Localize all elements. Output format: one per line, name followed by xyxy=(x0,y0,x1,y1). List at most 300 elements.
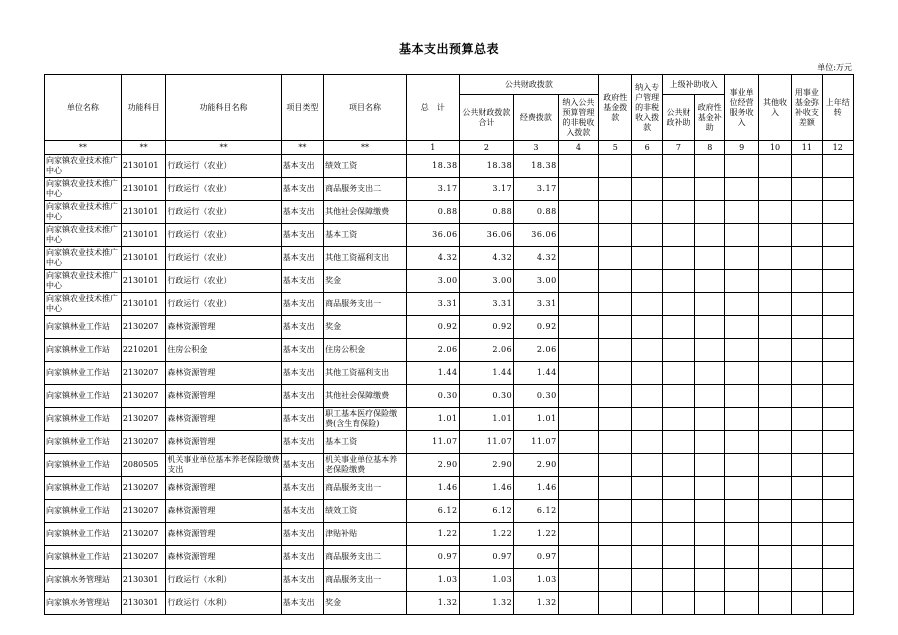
func-name-cell: 森林资源管理 xyxy=(166,477,281,500)
empty-cell xyxy=(758,155,791,178)
unit-name-cell: 向家镇农业技术推广中心 xyxy=(45,155,122,178)
table-row xyxy=(45,592,854,615)
unit-name-cell: 向家镇林业工作站 xyxy=(45,523,122,546)
empty-cell xyxy=(695,247,725,270)
func-name-cell: 森林资源管理 xyxy=(166,316,281,339)
expense-cell: 0.92 xyxy=(514,316,558,339)
empty-cell xyxy=(725,523,758,546)
item-type-cell: 基本支出 xyxy=(281,385,323,408)
table-row xyxy=(45,178,854,201)
empty-cell xyxy=(758,270,791,293)
table-row xyxy=(45,477,854,500)
table-row xyxy=(45,155,854,178)
budget-table xyxy=(44,74,854,615)
table-row xyxy=(45,569,854,592)
func-name-cell: 行政运行（农业） xyxy=(166,155,281,178)
header-special-non-tax: 纳入专户管理的非税收入拨款 xyxy=(632,75,662,141)
empty-cell xyxy=(822,454,853,477)
func-code-cell: 2130101 xyxy=(121,293,165,316)
empty-cell xyxy=(558,316,598,339)
empty-cell xyxy=(632,454,662,477)
func-name-cell: 行政运行（农业） xyxy=(166,270,281,293)
table-row xyxy=(45,454,854,477)
empty-cell xyxy=(822,500,853,523)
public-fiscal-cell: 36.06 xyxy=(459,224,514,247)
empty-cell xyxy=(822,592,853,615)
empty-cell xyxy=(725,178,758,201)
empty-cell xyxy=(695,454,725,477)
header-unit-name: 单位名称 xyxy=(45,75,122,141)
empty-cell xyxy=(758,477,791,500)
empty-cell xyxy=(632,592,662,615)
empty-cell xyxy=(822,316,853,339)
column-number-cell: 7 xyxy=(662,141,694,155)
unit-name-cell: 向家镇林业工作站 xyxy=(45,385,122,408)
total-cell: 1.22 xyxy=(407,523,460,546)
empty-cell xyxy=(792,316,822,339)
header-item-name: 项目名称 xyxy=(324,75,407,141)
empty-cell xyxy=(662,339,694,362)
empty-cell xyxy=(822,523,853,546)
func-code-cell: 2130207 xyxy=(121,431,165,454)
func-code-cell: 2130207 xyxy=(121,477,165,500)
func-code-cell: 2130301 xyxy=(121,592,165,615)
public-fiscal-cell: 11.07 xyxy=(459,431,514,454)
empty-cell xyxy=(758,385,791,408)
expense-cell: 1.44 xyxy=(514,362,558,385)
empty-cell xyxy=(822,293,853,316)
empty-cell xyxy=(632,362,662,385)
empty-cell xyxy=(792,569,822,592)
empty-cell xyxy=(792,293,822,316)
empty-cell xyxy=(662,316,694,339)
item-name-cell: 职工基本医疗保险缴费(含生育保险) xyxy=(324,408,407,431)
empty-cell xyxy=(725,592,758,615)
total-cell: 0.92 xyxy=(407,316,460,339)
empty-cell xyxy=(695,523,725,546)
empty-cell xyxy=(558,523,598,546)
empty-cell xyxy=(758,316,791,339)
table-row xyxy=(45,523,854,546)
item-type-cell: 基本支出 xyxy=(281,431,323,454)
item-name-cell: 商品服务支出一 xyxy=(324,477,407,500)
empty-cell xyxy=(792,362,822,385)
empty-cell xyxy=(758,523,791,546)
empty-cell xyxy=(599,293,632,316)
unit-label: 单位:万元 xyxy=(817,63,852,72)
item-name-cell: 其他工资福利支出 xyxy=(324,362,407,385)
public-fiscal-cell: 1.32 xyxy=(459,592,514,615)
public-fiscal-cell: 3.00 xyxy=(459,270,514,293)
expense-cell: 1.03 xyxy=(514,569,558,592)
item-type-cell: 基本支出 xyxy=(281,362,323,385)
empty-cell xyxy=(558,431,598,454)
empty-cell xyxy=(792,270,822,293)
header-carryover: 上年结转 xyxy=(822,75,853,141)
func-name-cell: 森林资源管理 xyxy=(166,408,281,431)
public-fiscal-cell: 1.44 xyxy=(459,362,514,385)
item-type-cell: 基本支出 xyxy=(281,569,323,592)
empty-cell xyxy=(725,362,758,385)
item-name-cell: 其他社会保障缴费 xyxy=(324,385,407,408)
empty-cell xyxy=(632,546,662,569)
empty-cell xyxy=(632,385,662,408)
empty-cell xyxy=(695,155,725,178)
empty-cell xyxy=(725,454,758,477)
empty-cell xyxy=(758,592,791,615)
item-type-cell: 基本支出 xyxy=(281,500,323,523)
empty-cell xyxy=(599,385,632,408)
expense-cell: 2.06 xyxy=(514,339,558,362)
total-cell: 4.32 xyxy=(407,247,460,270)
empty-cell xyxy=(695,431,725,454)
empty-cell xyxy=(758,546,791,569)
table-row xyxy=(45,546,854,569)
expense-cell: 36.06 xyxy=(514,224,558,247)
empty-cell xyxy=(725,316,758,339)
unit-name-cell: 向家镇农业技术推广中心 xyxy=(45,293,122,316)
item-name-cell: 其他工资福利支出 xyxy=(324,247,407,270)
public-fiscal-cell: 4.32 xyxy=(459,247,514,270)
unit-name-cell: 向家镇农业技术推广中心 xyxy=(45,247,122,270)
empty-cell xyxy=(632,523,662,546)
empty-cell xyxy=(558,201,598,224)
empty-cell xyxy=(599,201,632,224)
total-cell: 3.00 xyxy=(407,270,460,293)
empty-cell xyxy=(695,408,725,431)
empty-cell xyxy=(758,293,791,316)
func-code-cell: 2130207 xyxy=(121,408,165,431)
empty-cell xyxy=(725,293,758,316)
empty-cell xyxy=(695,385,725,408)
empty-cell xyxy=(695,477,725,500)
empty-cell xyxy=(662,454,694,477)
empty-cell xyxy=(558,569,598,592)
empty-cell xyxy=(725,408,758,431)
empty-cell xyxy=(792,201,822,224)
public-fiscal-cell: 0.97 xyxy=(459,546,514,569)
empty-cell xyxy=(558,270,598,293)
empty-cell xyxy=(662,546,694,569)
func-name-cell: 森林资源管理 xyxy=(166,500,281,523)
empty-cell xyxy=(695,339,725,362)
item-name-cell: 商品服务支出二 xyxy=(324,178,407,201)
empty-cell xyxy=(725,247,758,270)
item-name-cell: 津贴补贴 xyxy=(324,523,407,546)
public-fiscal-cell: 2.90 xyxy=(459,454,514,477)
total-cell: 11.07 xyxy=(407,431,460,454)
empty-cell xyxy=(599,477,632,500)
empty-cell xyxy=(725,339,758,362)
empty-cell xyxy=(695,316,725,339)
item-type-cell: 基本支出 xyxy=(281,592,323,615)
column-number-cell: 5 xyxy=(599,141,632,155)
unit-name-cell: 向家镇林业工作站 xyxy=(45,339,122,362)
empty-cell xyxy=(599,569,632,592)
expense-cell: 2.90 xyxy=(514,454,558,477)
total-cell: 1.01 xyxy=(407,408,460,431)
header-non-tax: 纳入公共预算管理的非税收入拨款 xyxy=(558,95,598,141)
header-total: 总 计 xyxy=(407,75,460,141)
unit-name-cell: 向家镇农业技术推广中心 xyxy=(45,270,122,293)
empty-cell xyxy=(599,500,632,523)
total-cell: 6.12 xyxy=(407,500,460,523)
empty-cell xyxy=(632,316,662,339)
column-number-cell: ** xyxy=(121,141,165,155)
column-number-cell: 1 xyxy=(407,141,460,155)
header-item-type: 项目类型 xyxy=(281,75,323,141)
empty-cell xyxy=(792,546,822,569)
empty-cell xyxy=(695,178,725,201)
empty-cell xyxy=(558,155,598,178)
item-name-cell: 绩效工资 xyxy=(324,155,407,178)
empty-cell xyxy=(725,431,758,454)
func-name-cell: 行政运行（农业） xyxy=(166,224,281,247)
expense-cell: 1.22 xyxy=(514,523,558,546)
empty-cell xyxy=(599,316,632,339)
empty-cell xyxy=(632,224,662,247)
total-cell: 36.06 xyxy=(407,224,460,247)
empty-cell xyxy=(632,270,662,293)
item-type-cell: 基本支出 xyxy=(281,408,323,431)
table-row xyxy=(45,408,854,431)
total-cell: 1.03 xyxy=(407,569,460,592)
unit-name-cell: 向家镇林业工作站 xyxy=(45,362,122,385)
empty-cell xyxy=(558,500,598,523)
empty-cell xyxy=(632,178,662,201)
empty-cell xyxy=(792,431,822,454)
item-name-cell: 基本工资 xyxy=(324,431,407,454)
empty-cell xyxy=(599,431,632,454)
empty-cell xyxy=(558,362,598,385)
column-number-cell: 3 xyxy=(514,141,558,155)
public-fiscal-cell: 0.30 xyxy=(459,385,514,408)
empty-cell xyxy=(792,454,822,477)
empty-cell xyxy=(695,592,725,615)
empty-cell xyxy=(599,339,632,362)
public-fiscal-cell: 3.31 xyxy=(459,293,514,316)
func-code-cell: 2130207 xyxy=(121,546,165,569)
empty-cell xyxy=(695,270,725,293)
empty-cell xyxy=(558,224,598,247)
empty-cell xyxy=(725,201,758,224)
empty-cell xyxy=(662,201,694,224)
empty-cell xyxy=(662,224,694,247)
empty-cell xyxy=(558,178,598,201)
func-code-cell: 2130101 xyxy=(121,155,165,178)
item-type-cell: 基本支出 xyxy=(281,293,323,316)
header-superior-subsidy: 上级补助收入 xyxy=(662,75,725,95)
empty-cell xyxy=(662,408,694,431)
item-name-cell: 奖金 xyxy=(324,592,407,615)
column-number-cell: 11 xyxy=(792,141,822,155)
empty-cell xyxy=(792,477,822,500)
empty-cell xyxy=(632,339,662,362)
header-public-fiscal: 公共财政拨款 xyxy=(459,75,599,95)
expense-cell: 0.30 xyxy=(514,385,558,408)
expense-cell: 4.32 xyxy=(514,247,558,270)
public-fiscal-cell: 18.38 xyxy=(459,155,514,178)
empty-cell xyxy=(662,178,694,201)
empty-cell xyxy=(662,500,694,523)
empty-cell xyxy=(758,431,791,454)
func-code-cell: 2210201 xyxy=(121,339,165,362)
table-row xyxy=(45,201,854,224)
empty-cell xyxy=(758,339,791,362)
empty-cell xyxy=(695,569,725,592)
table-row xyxy=(45,431,854,454)
public-fiscal-cell: 2.06 xyxy=(459,339,514,362)
empty-cell xyxy=(558,385,598,408)
empty-cell xyxy=(725,569,758,592)
func-code-cell: 2130101 xyxy=(121,201,165,224)
item-name-cell: 其他社会保障缴费 xyxy=(324,201,407,224)
empty-cell xyxy=(758,224,791,247)
expense-cell: 3.17 xyxy=(514,178,558,201)
empty-cell xyxy=(725,224,758,247)
empty-cell xyxy=(558,477,598,500)
public-fiscal-cell: 0.92 xyxy=(459,316,514,339)
expense-cell: 1.01 xyxy=(514,408,558,431)
func-name-cell: 行政运行（农业） xyxy=(166,178,281,201)
empty-cell xyxy=(662,431,694,454)
header-superior-gov: 政府性基金补助 xyxy=(695,95,725,141)
func-code-cell: 2130207 xyxy=(121,316,165,339)
column-number-cell: 9 xyxy=(725,141,758,155)
empty-cell xyxy=(599,454,632,477)
empty-cell xyxy=(822,431,853,454)
empty-cell xyxy=(599,362,632,385)
total-cell: 0.30 xyxy=(407,385,460,408)
empty-cell xyxy=(662,293,694,316)
empty-cell xyxy=(662,155,694,178)
table-row xyxy=(45,316,854,339)
empty-cell xyxy=(792,500,822,523)
expense-cell: 11.07 xyxy=(514,431,558,454)
public-fiscal-cell: 1.01 xyxy=(459,408,514,431)
item-type-cell: 基本支出 xyxy=(281,523,323,546)
empty-cell xyxy=(558,408,598,431)
expense-cell: 1.32 xyxy=(514,592,558,615)
item-type-cell: 基本支出 xyxy=(281,339,323,362)
empty-cell xyxy=(792,224,822,247)
empty-cell xyxy=(792,385,822,408)
func-code-cell: 2130101 xyxy=(121,178,165,201)
header-other: 其他收入 xyxy=(758,75,791,141)
column-number-cell: ** xyxy=(281,141,323,155)
public-fiscal-cell: 6.12 xyxy=(459,500,514,523)
empty-cell xyxy=(662,247,694,270)
empty-cell xyxy=(758,454,791,477)
unit-name-cell: 向家镇水务管理站 xyxy=(45,592,122,615)
empty-cell xyxy=(632,431,662,454)
empty-cell xyxy=(758,569,791,592)
empty-cell xyxy=(758,408,791,431)
empty-cell xyxy=(822,408,853,431)
empty-cell xyxy=(599,546,632,569)
empty-cell xyxy=(792,155,822,178)
item-name-cell: 住房公积金 xyxy=(324,339,407,362)
func-name-cell: 森林资源管理 xyxy=(166,546,281,569)
empty-cell xyxy=(792,408,822,431)
func-code-cell: 2130101 xyxy=(121,270,165,293)
item-type-cell: 基本支出 xyxy=(281,270,323,293)
unit-name-cell: 向家镇林业工作站 xyxy=(45,546,122,569)
func-name-cell: 森林资源管理 xyxy=(166,431,281,454)
empty-cell xyxy=(632,477,662,500)
func-name-cell: 森林资源管理 xyxy=(166,362,281,385)
empty-cell xyxy=(758,178,791,201)
func-code-cell: 2080505 xyxy=(121,454,165,477)
empty-cell xyxy=(632,247,662,270)
empty-cell xyxy=(599,270,632,293)
item-name-cell: 商品服务支出一 xyxy=(324,569,407,592)
empty-cell xyxy=(725,385,758,408)
unit-name-cell: 向家镇林业工作站 xyxy=(45,477,122,500)
table-row xyxy=(45,362,854,385)
empty-cell xyxy=(599,155,632,178)
unit-name-cell: 向家镇林业工作站 xyxy=(45,408,122,431)
unit-name-cell: 向家镇林业工作站 xyxy=(45,500,122,523)
expense-cell: 0.97 xyxy=(514,546,558,569)
func-name-cell: 行政运行（农业） xyxy=(166,201,281,224)
empty-cell xyxy=(725,155,758,178)
public-fiscal-cell: 1.22 xyxy=(459,523,514,546)
empty-cell xyxy=(822,546,853,569)
func-name-cell: 机关事业单位基本养老保险缴费支出 xyxy=(166,454,281,477)
empty-cell xyxy=(792,523,822,546)
total-cell: 1.44 xyxy=(407,362,460,385)
empty-cell xyxy=(822,270,853,293)
unit-name-cell: 向家镇林业工作站 xyxy=(45,454,122,477)
func-name-cell: 行政运行（水利） xyxy=(166,569,281,592)
unit-name-cell: 向家镇农业技术推广中心 xyxy=(45,178,122,201)
func-code-cell: 2130207 xyxy=(121,523,165,546)
empty-cell xyxy=(792,178,822,201)
column-number-cell: 12 xyxy=(822,141,853,155)
column-number-cell: 10 xyxy=(758,141,791,155)
total-cell: 0.97 xyxy=(407,546,460,569)
total-cell: 2.90 xyxy=(407,454,460,477)
func-name-cell: 住房公积金 xyxy=(166,339,281,362)
item-type-cell: 基本支出 xyxy=(281,201,323,224)
empty-cell xyxy=(599,592,632,615)
table-row xyxy=(45,385,854,408)
empty-cell xyxy=(662,592,694,615)
column-number-cell: 8 xyxy=(695,141,725,155)
empty-cell xyxy=(822,339,853,362)
empty-cell xyxy=(792,247,822,270)
expense-cell: 6.12 xyxy=(514,500,558,523)
func-code-cell: 2130207 xyxy=(121,500,165,523)
table-row xyxy=(45,247,854,270)
empty-cell xyxy=(822,247,853,270)
item-name-cell: 奖金 xyxy=(324,316,407,339)
func-name-cell: 行政运行（农业） xyxy=(166,247,281,270)
empty-cell xyxy=(758,500,791,523)
header-func-name: 功能科目名称 xyxy=(166,75,281,141)
header-superior-public: 公共财政补助 xyxy=(662,95,694,141)
table-row xyxy=(45,293,854,316)
column-number-cell: 6 xyxy=(632,141,662,155)
item-name-cell: 商品服务支出二 xyxy=(324,546,407,569)
empty-cell xyxy=(792,592,822,615)
expense-cell: 18.38 xyxy=(514,155,558,178)
empty-cell xyxy=(662,477,694,500)
total-cell: 18.38 xyxy=(407,155,460,178)
empty-cell xyxy=(599,178,632,201)
empty-cell xyxy=(632,293,662,316)
